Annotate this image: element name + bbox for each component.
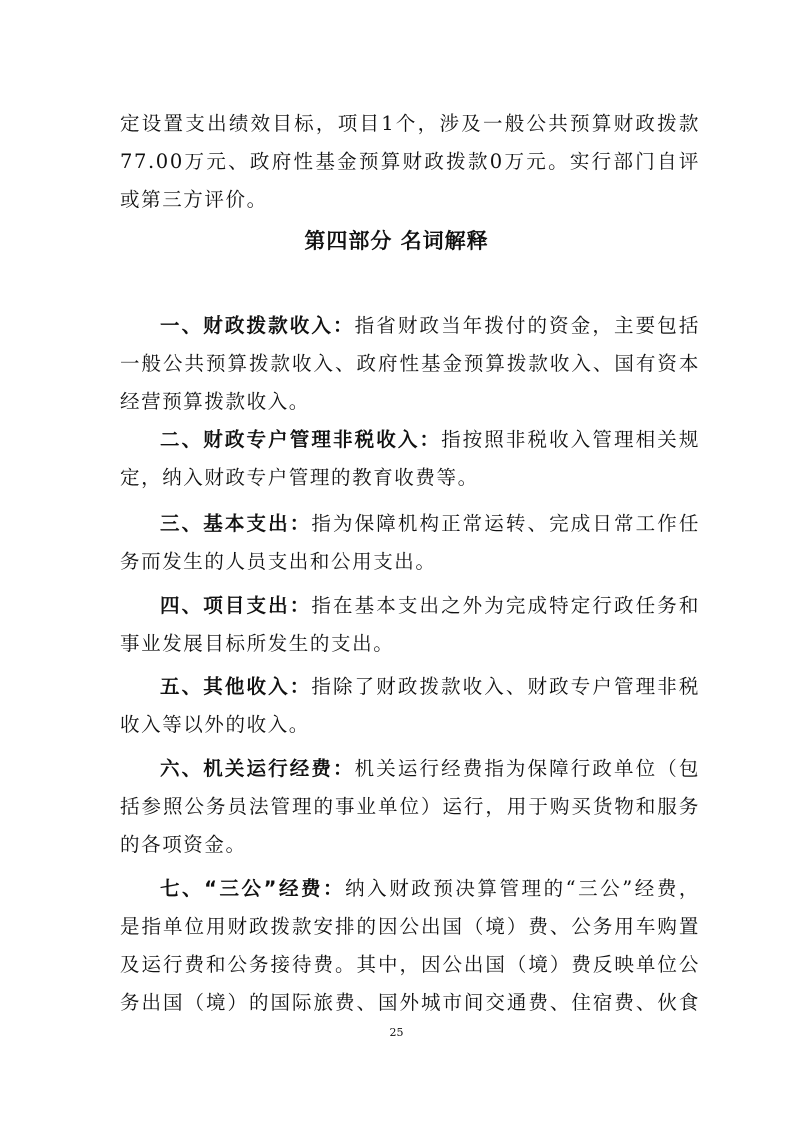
- term-text: 机关运行经费指为保障行政单位（包: [354, 757, 700, 780]
- term-item-5: [160, 673, 700, 701]
- term-text-line: 是指单位用财政拨款安排的因公出国（境）费、公务用车购置: [120, 915, 700, 938]
- term-text: 指为保障机构正常运转、完成日常工作任: [311, 512, 700, 535]
- term-text-line: 务出国（境）的国际旅费、国外城市间交通费、住宿费、伙食: [120, 991, 700, 1014]
- term-heading: 一、财政拨款收入：: [160, 314, 355, 337]
- term-heading: 三、基本支出：: [160, 512, 312, 535]
- section-title: 第四部分 名词解释: [304, 229, 489, 253]
- term-text-line: 事业发展目标所发生的支出。: [120, 632, 395, 655]
- term-heading: 七、“三公”经费：: [160, 877, 346, 900]
- term-text-line: 的各项资金。: [120, 833, 247, 856]
- term-heading: 五、其他收入：: [160, 675, 312, 698]
- term-heading: 四、项目支出：: [160, 594, 312, 617]
- term-text-line: 及运行费和公务接待费。其中，因公出国（境）费反映单位公: [120, 953, 700, 976]
- term-text-line: 收入等以外的收入。: [120, 713, 310, 736]
- term-text: 纳入财政预决算管理的“三公”经费，: [345, 877, 700, 900]
- term-text: 指除了财政拨款收入、财政专户管理非税: [311, 675, 700, 698]
- term-heading: 二、财政专户管理非税收入：: [160, 428, 442, 451]
- term-item-1: [160, 312, 700, 340]
- intro-line-2: 77.00万元、政府性基金预算财政拨款0万元。实行部门自评: [120, 150, 700, 173]
- term-text: 指按照非税收入管理相关规: [441, 428, 700, 451]
- term-item-6: [160, 755, 700, 783]
- intro-line-3: 或第三方评价。: [120, 188, 268, 211]
- term-heading: 六、机关运行经费：: [160, 757, 355, 780]
- term-text: 指在基本支出之外为完成特定行政任务和: [311, 594, 700, 617]
- term-text-line: 定，纳入财政专户管理的教育收费等。: [120, 466, 479, 489]
- term-item-4: [160, 592, 700, 620]
- term-text-line: 一般公共预算拨款收入、政府性基金预算拨款收入、国有资本: [120, 352, 700, 375]
- page-number: 25: [389, 1026, 404, 1039]
- term-item-2: [160, 426, 700, 454]
- term-item-7: [160, 875, 700, 903]
- term-text: 指省财政当年拨付的资金，主要包括: [354, 314, 700, 337]
- term-item-3: [160, 510, 700, 538]
- intro-line-1: 定设置支出绩效目标，项目1个，涉及一般公共预算财政拨款: [120, 112, 700, 135]
- term-text-line: 经营预算拨款收入。: [120, 390, 310, 413]
- term-text-line: 括参照公务员法管理的事业单位）运行，用于购买货物和服务: [120, 795, 700, 818]
- term-text-line: 务而发生的人员支出和公用支出。: [120, 550, 437, 573]
